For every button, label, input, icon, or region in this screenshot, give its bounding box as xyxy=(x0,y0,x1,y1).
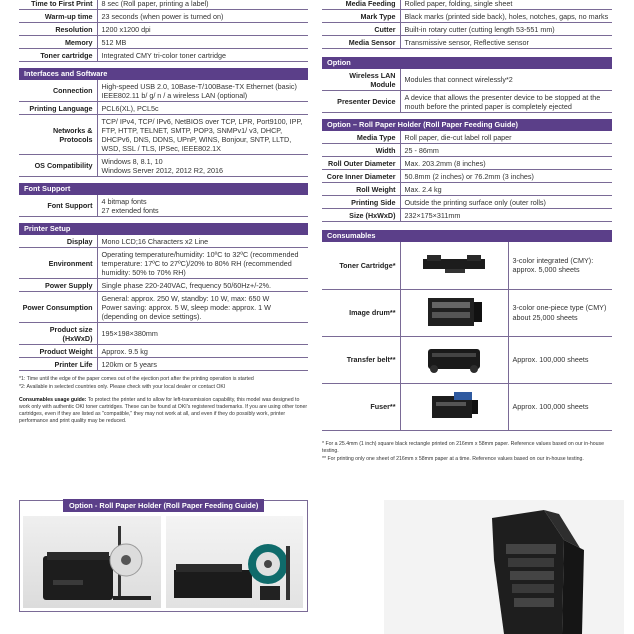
consumable-yield: 3-color one-piece type (CMY) about 25,000 sheets xyxy=(508,289,612,336)
spec-value: 25 - 86mm xyxy=(400,144,612,157)
option-spec-table xyxy=(322,69,612,113)
spec-value: TCP/ IPv4, TCP/ IPv6, NetBIOS over TCP, LPR, Port9100, IPP, FTP, HTTP, TELNET, SMTP, POP3, SNMPv1/ v3, DHCP, DHCPv6, DNS, DDNS, UPnP, WINS, Bonjour, SNTP, LLTD, WSD, SSL / TLS, IPSec, IEEE802.1X xyxy=(97,115,308,155)
media-spec-table xyxy=(322,0,612,49)
spec-label: Display xyxy=(19,235,97,248)
spec-label: Presenter Device xyxy=(322,91,400,113)
font-support-spec-table xyxy=(19,195,308,217)
roll-holder-photo-title: Option - Roll Paper Holder (Roll Paper Feeding Guide) xyxy=(63,499,264,512)
spec-row xyxy=(19,345,308,358)
consumable-row xyxy=(322,336,612,383)
spec-row xyxy=(322,170,612,183)
spec-value: Built-in rotary cutter (cutting length 53-551 mm) xyxy=(400,23,612,36)
spec-value: 120km or 5 years xyxy=(97,358,308,371)
spec-label: Product Weight xyxy=(19,345,97,358)
spec-row xyxy=(19,279,308,292)
footnotes xyxy=(19,376,308,391)
consumable-yield: 3-color integrated (CMY): approx. 5,000 sheets xyxy=(508,242,612,289)
spec-value: Black marks (printed side back), holes, notches, gaps, no marks xyxy=(400,10,612,23)
footnote-1: *1: Time until the edge of the paper comes out of the ejection port after the printing operation is started xyxy=(19,376,254,382)
printer-open-interior-photo xyxy=(384,500,624,634)
consumable-row xyxy=(322,242,612,289)
spec-label: Size (HxWxD) xyxy=(322,209,400,222)
spec-value: A device that allows the presenter device to be stopped at the mouth before the printed paper is completely ejected xyxy=(400,91,612,113)
spec-label: Power Supply xyxy=(19,279,97,292)
spec-label: Media Feeding xyxy=(322,0,400,10)
consumable-label: Fuser** xyxy=(322,383,400,430)
consumable-yield: Approx. 100,000 sheets xyxy=(508,383,612,430)
spec-row xyxy=(19,23,308,36)
spec-row xyxy=(322,209,612,222)
image-drum-photo xyxy=(400,289,508,336)
spec-label: Product size (HxWxD) xyxy=(19,323,97,345)
spec-row xyxy=(19,102,308,115)
interfaces-section-header: Interfaces and Software xyxy=(19,68,308,80)
spec-row xyxy=(19,292,308,323)
spec-label: Resolution xyxy=(19,23,97,36)
spec-label: Environment xyxy=(19,248,97,279)
spec-row xyxy=(19,36,308,49)
consumable-row xyxy=(322,289,612,336)
spec-value: Operating temperature/humidity: 10ºC to 32ºC (recommended temperature: 17ºC to 27ºC)/20% to 80% RH (recommended humidity: 50% to 70% RH) xyxy=(97,248,308,279)
spec-row xyxy=(322,91,612,113)
spec-value: 50.8mm (2 inches) or 76.2mm (3 inches) xyxy=(400,170,612,183)
printer-setup-section-header: Printer Setup xyxy=(19,223,308,235)
spec-label: Cutter xyxy=(322,23,400,36)
spec-label: Networks & Protocols xyxy=(19,115,97,155)
spec-label: Toner cartridge xyxy=(19,49,97,62)
printer-with-holder-photo xyxy=(23,516,161,608)
roll-holder-spec-table xyxy=(322,131,612,222)
consumables-footnote-1: * For a 25.4mm (1 inch) square black rectangle printed on 216mm x 58mm paper. Reference values based on our in-house testing. xyxy=(322,440,605,454)
consumables-usage-guide xyxy=(19,397,308,425)
spec-value: Roll paper, die-cut label roll paper xyxy=(400,131,612,144)
spec-value: Approx. 9.5 kg xyxy=(97,345,308,358)
spec-value: 8 sec (Roll paper, printing a label) xyxy=(97,0,308,10)
spec-label: Printing Side xyxy=(322,196,400,209)
font-support-section-header: Font Support xyxy=(19,183,308,195)
transfer-belt-photo xyxy=(400,336,508,383)
spec-label: Power Consumption xyxy=(19,292,97,323)
spec-label: Media Sensor xyxy=(322,36,400,49)
spec-label: Font Support xyxy=(19,195,97,217)
consumable-label: Toner Cartridge* xyxy=(322,242,400,289)
spec-value: Mono LCD;16 Characters x2 Line xyxy=(97,235,308,248)
consumables-footnote-2: ** For printing only one sheet of 216mm x 58mm paper at a time. Reference values based on our in-house testing. xyxy=(322,455,584,462)
spec-row xyxy=(322,23,612,36)
consumable-yield: Approx. 100,000 sheets xyxy=(508,336,612,383)
toner-cartridge-photo xyxy=(400,242,508,289)
spec-row xyxy=(322,144,612,157)
spec-label: Printing Language xyxy=(19,102,97,115)
spec-row xyxy=(19,195,308,217)
printer-setup-spec-table xyxy=(19,235,308,371)
spec-label: Width xyxy=(322,144,400,157)
usage-guide-text: To protect the printer and to allow for left-transmission capability, this model was designed to work only with authentic OKI toner cartridges. These can be found at OKI's registered trademarks. If you are using other toner cartridges, even if they are listed as "compatible," they may not work at all, and even if they do possibly work, printer performance and print quality may be reduced. xyxy=(19,397,308,425)
general-spec-table xyxy=(19,0,308,62)
spec-value: Single phase 220-240VAC, frequency 50/60Hz+/-2%. xyxy=(97,279,308,292)
spec-value: Max. 203.2mm (8 inches) xyxy=(400,157,612,170)
consumables-footnotes xyxy=(322,441,612,463)
spec-value: General: approx. 250 W, standby: 10 W, max: 650 W Power saving: approx. 5 W, sleep mode: approx. 1 W (depending on device settings). xyxy=(97,292,308,323)
consumable-label: Transfer belt** xyxy=(322,336,400,383)
spec-row xyxy=(19,115,308,155)
spec-row xyxy=(19,49,308,62)
spec-label: Core Inner Diameter xyxy=(322,170,400,183)
spec-row xyxy=(322,183,612,196)
spec-row xyxy=(19,10,308,23)
spec-label: Roll Weight xyxy=(322,183,400,196)
spec-value: 4 bitmap fonts 27 extended fonts xyxy=(97,195,308,217)
right-spec-column xyxy=(322,0,612,464)
spec-label: Mark Type xyxy=(322,10,400,23)
spec-row xyxy=(322,10,612,23)
spec-label: Warm-up time xyxy=(19,10,97,23)
spec-row xyxy=(322,196,612,209)
spec-row xyxy=(322,0,612,10)
spec-label: Printer Life xyxy=(19,358,97,371)
spec-value: Rolled paper, folding, single sheet xyxy=(400,0,612,10)
spec-label: Media Type xyxy=(322,131,400,144)
spec-row xyxy=(322,36,612,49)
spec-row xyxy=(19,235,308,248)
spec-value: Modules that connect wirelessly*2 xyxy=(400,69,612,91)
consumable-row xyxy=(322,383,612,430)
spec-value: 195×198×380mm xyxy=(97,323,308,345)
footnote-2: *2: Available in selected countries only. Please check with your local dealer or contact OKI xyxy=(19,384,226,391)
left-spec-column xyxy=(19,0,308,425)
spec-row xyxy=(19,248,308,279)
spec-row xyxy=(19,0,308,10)
spec-value: 232×175×311mm xyxy=(400,209,612,222)
spec-row xyxy=(322,131,612,144)
spec-value: 23 seconds (when power is turned on) xyxy=(97,10,308,23)
spec-value: High-speed USB 2.0, 10Base-T/100Base-TX Ethernet (basic) IEEE802.11 b/ g/ n / a wireless LAN (optional) xyxy=(97,80,308,102)
usage-guide-title: Consumables usage guide: xyxy=(19,397,87,404)
spec-row xyxy=(19,155,308,177)
spec-label: Roll Outer Diameter xyxy=(322,157,400,170)
spec-value: Integrated CMY tri-color toner cartridge xyxy=(97,49,308,62)
roll-holder-unit-photo xyxy=(166,516,303,608)
consumables-table xyxy=(322,242,612,431)
spec-value: PCL6(XL), PCL5c xyxy=(97,102,308,115)
option-section-header: Option xyxy=(322,57,612,69)
spec-label: Memory xyxy=(19,36,97,49)
spec-label: OS Compatibility xyxy=(19,155,97,177)
spec-row xyxy=(19,323,308,345)
spec-value: Max. 2.4 kg xyxy=(400,183,612,196)
spec-value: Outside the printing surface only (outer rolls) xyxy=(400,196,612,209)
spec-value: Transmissive sensor, Reflective sensor xyxy=(400,36,612,49)
consumables-section-header: Consumables xyxy=(322,230,612,242)
spec-value: 1200 x1200 dpi xyxy=(97,23,308,36)
spec-value: Windows 8, 8.1, 10 Windows Server 2012, 2012 R2, 2016 xyxy=(97,155,308,177)
spec-row xyxy=(322,157,612,170)
spec-label: Connection xyxy=(19,80,97,102)
interfaces-spec-table xyxy=(19,80,308,177)
spec-label: Time to First Print xyxy=(19,0,97,10)
fuser-photo xyxy=(400,383,508,430)
spec-value: 512 MB xyxy=(97,36,308,49)
roll-holder-photo-panel xyxy=(19,500,308,612)
roll-holder-section-header: Option – Roll Paper Holder (Roll Paper Feeding Guide) xyxy=(322,119,612,131)
spec-row xyxy=(19,358,308,371)
spec-row xyxy=(322,69,612,91)
spec-row xyxy=(19,80,308,102)
spec-label: Wireless LAN Module xyxy=(322,69,400,91)
consumable-label: Image drum** xyxy=(322,289,400,336)
